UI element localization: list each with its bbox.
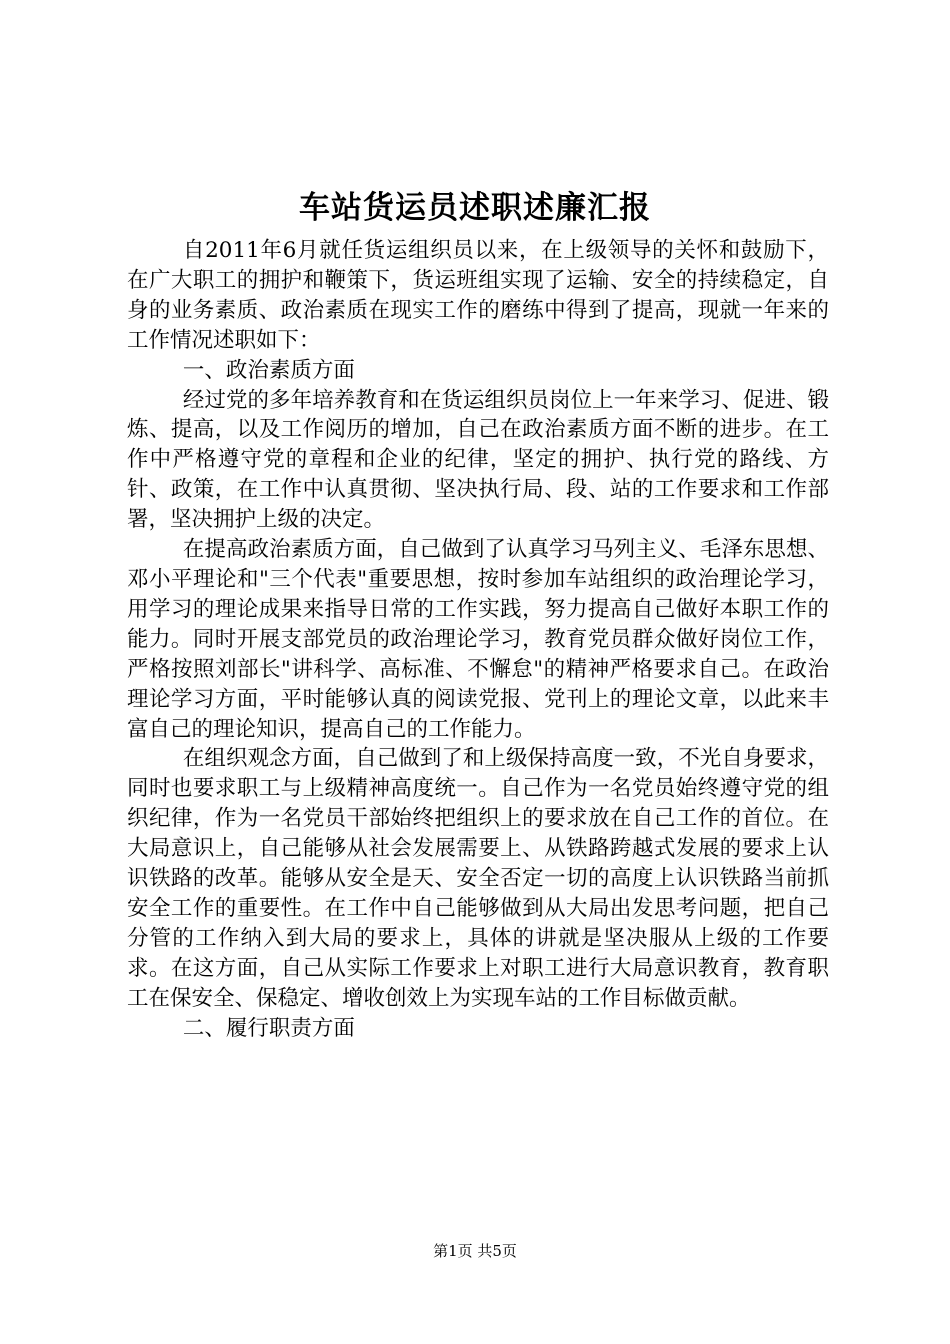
document-title: 车站货运员述职述廉汇报 (299, 190, 651, 226)
document-body (127, 236, 829, 1043)
page-number-footer: 第1页 共5页 (433, 1242, 517, 1260)
section-heading-political: 一、政治素质方面 (182, 357, 355, 383)
section-heading-duties: 二、履行职责方面 (182, 1015, 355, 1041)
intro-paragraph: 自2011年6月就任货运组织员以来，在上级领导的关怀和鼓励下，在广大职工的拥护和鞭策下，货运班组实现了运输、安全的持续稳定，自身的业务素质、政治素质在现实工作的磨练中得到了提高，现就一年来的工作情况述职如下： (127, 238, 829, 353)
body-paragraph: 经过党的多年培养教育和在货运组织员岗位上一年来学习、促进、锻炼、提高，以及工作阅历的增加，自己在政治素质方面不断的进步。在工作中严格遵守党的章程和企业的纪律，坚定的拥护、执行党的路线、方针、政策，在工作中认真贯彻、坚决执行局、段、站的工作要求和工作部署，坚决拥护上级的决定。 (127, 387, 829, 533)
body-paragraph: 在提高政治素质方面，自己做到了认真学习马列主义、毛泽东思想、邓小平理论和"三个代表"重要思想，按时参加车站组织的政治理论学习，用学习的理论成果来指导日常的工作实践，努力提高自己做好本职工作的能力。同时开展支部党员的政治理论学习，教育党员群众做好岗位工作，严格按照刘部长"讲科学、高标准、不懈怠"的精神严格要求自己。在政治理论学习方面，平时能够认真的阅读党报、党刊上的理论文章，以此来丰富自己的理论知识，提高自己的工作能力。 (127, 537, 829, 742)
body-paragraph: 在组织观念方面，自己做到了和上级保持高度一致，不光自身要求，同时也要求职工与上级精神高度统一。自己作为一名党员始终遵守党的组织纪律，作为一名党员干部始终把组织上的要求放在自己工作的首位。在大局意识上，自己能够从社会发展需要上、从铁路跨越式发展的要求上认识铁路的改革。能够从安全是天、安全否定一切的高度上认识铁路当前抓安全工作的重要性。在工作中自己能够做到从大局出发思考问题，把自己分管的工作纳入到大局的要求上，具体的讲就是坚决服从上级的工作要求。在这方面，自己从实际工作要求上对职工进行大局意识教育，教育职工在保安全、保稳定、增收创效上为实现车站的工作目标做贡献。 (127, 746, 829, 1011)
